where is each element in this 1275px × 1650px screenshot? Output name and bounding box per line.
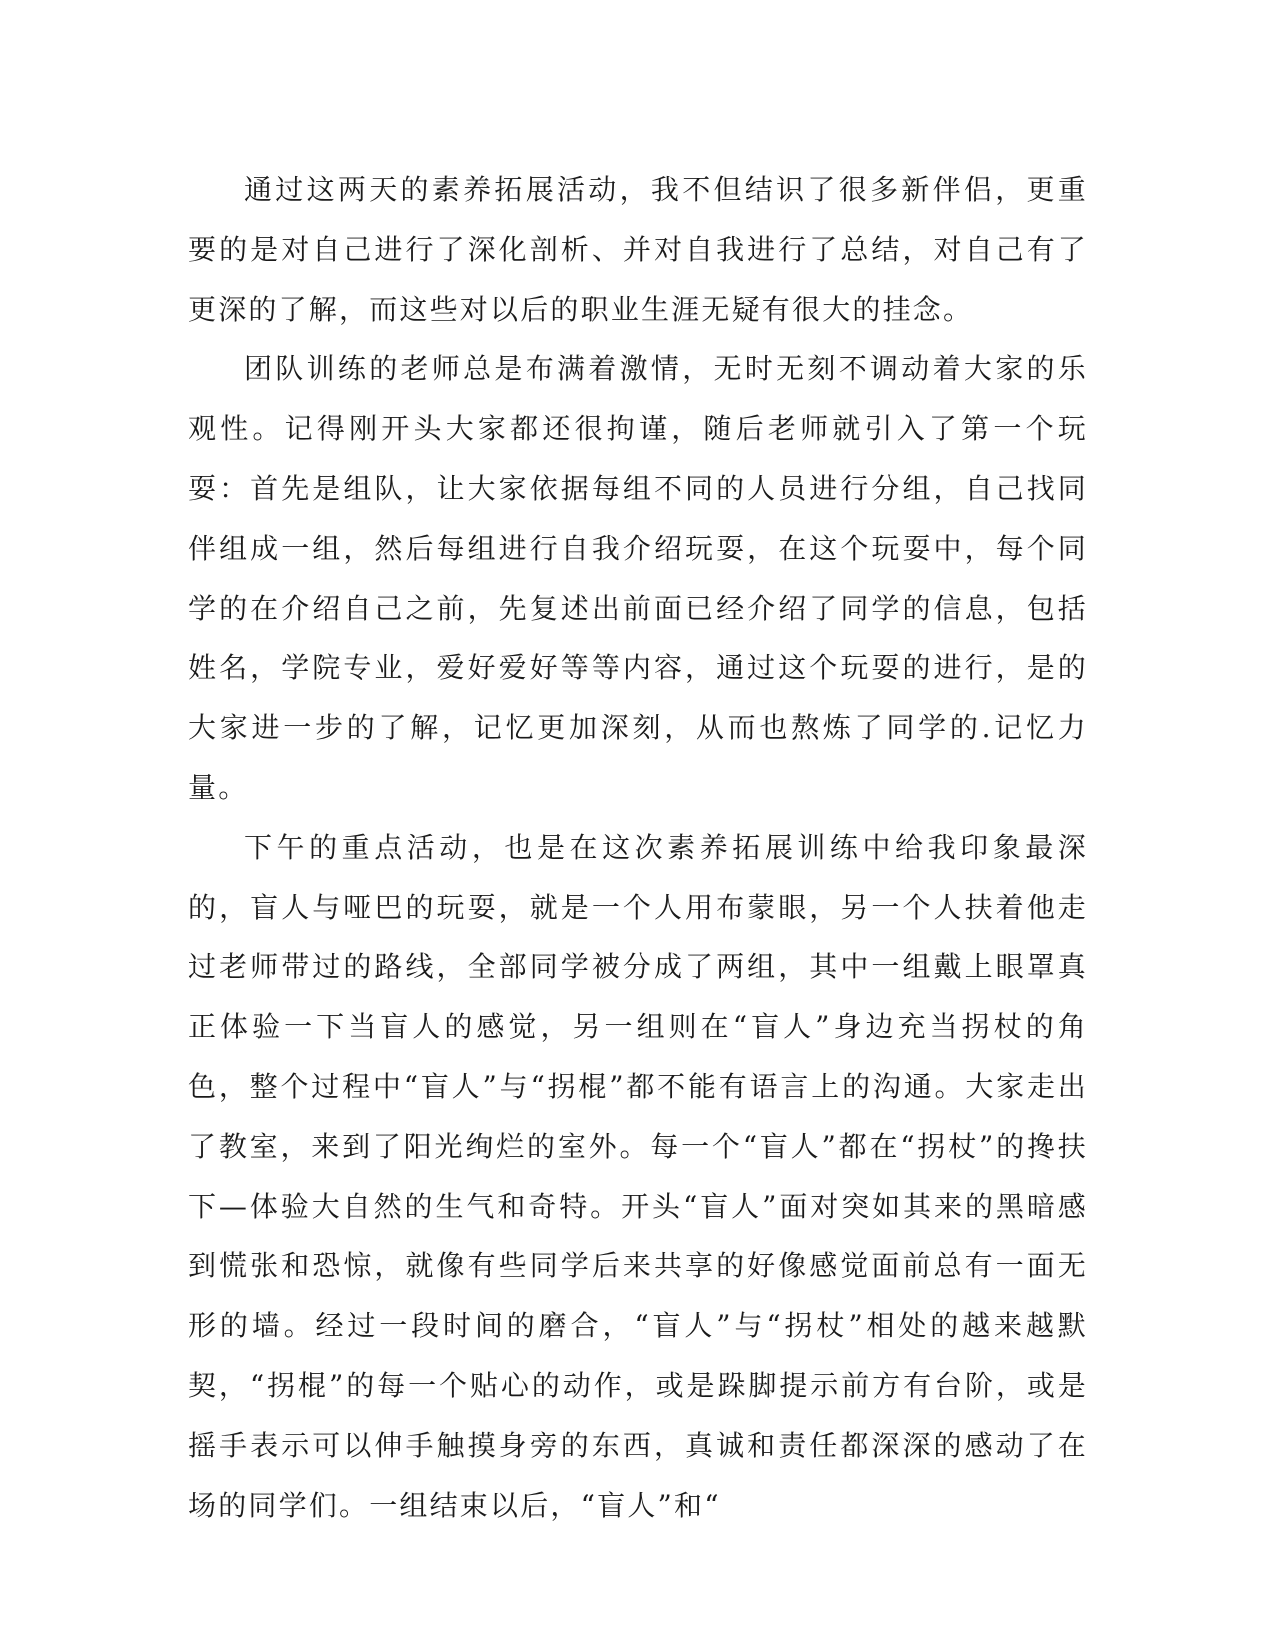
paragraph-2: 团队训练的老师总是布满着激情，无时无刻不调动着大家的乐观性。记得刚开头大家都还很拘谨，随后老师就引入了第一个玩耍：首先是组队，让大家依据每组不同的人员进行分组，自己找同伴组成一组，然后每组进行自我介绍玩耍，在这个玩耍中，每个同学的在介绍自己之前，先复述出前面已经介绍了同学的信息，包括姓名，学院专业，爱好爱好等等内容，通过这个玩耍的进行，是的大家进一步的了解，记忆更加深刻，从而也熬炼了同学的.记忆力量。 [188,352,1088,804]
paragraph-3: 下午的重点活动，也是在这次素养拓展训练中给我印象最深的，盲人与哑巴的玩耍，就是一个人用布蒙眼，另一个人扶着他走过老师带过的路线，全部同学被分成了两组，其中一组戴上眼罩真正体验一下当盲人的感觉，另一组则在“盲人”身边充当拐杖的角色，整个过程中“盲人”与“拐棍”都不能有语言上的沟通。大家走出了教室，来到了阳光绚烂的室外。每一个“盲人”都在“拐杖”的搀扶下—体验大自然的生气和奇特。开头“盲人”面对突如其来的黑暗感到慌张和恐惊，就像有些同学后来共享的好像感觉面前总有一面无形的墙。经过一段时间的磨合，“盲人”与“拐杖”相处的越来越默契，“拐棍”的每一个贴心的动作，或是跺脚提示前方有台阶，或是摇手表示可以伸手触摸身旁的东西，真诚和责任都深深的感动了在场的同学们。一组结束以后，“盲人”和“ [188,830,1088,1522]
document-body [188,160,1088,1535]
paragraph-1: 通过这两天的素养拓展活动，我不但结识了很多新伴侣，更重要的是对自己进行了深化剖析、并对自我进行了总结，对自己有了更深的了解，而这些对以后的职业生涯无疑有很大的挂念。 [188,173,1088,326]
